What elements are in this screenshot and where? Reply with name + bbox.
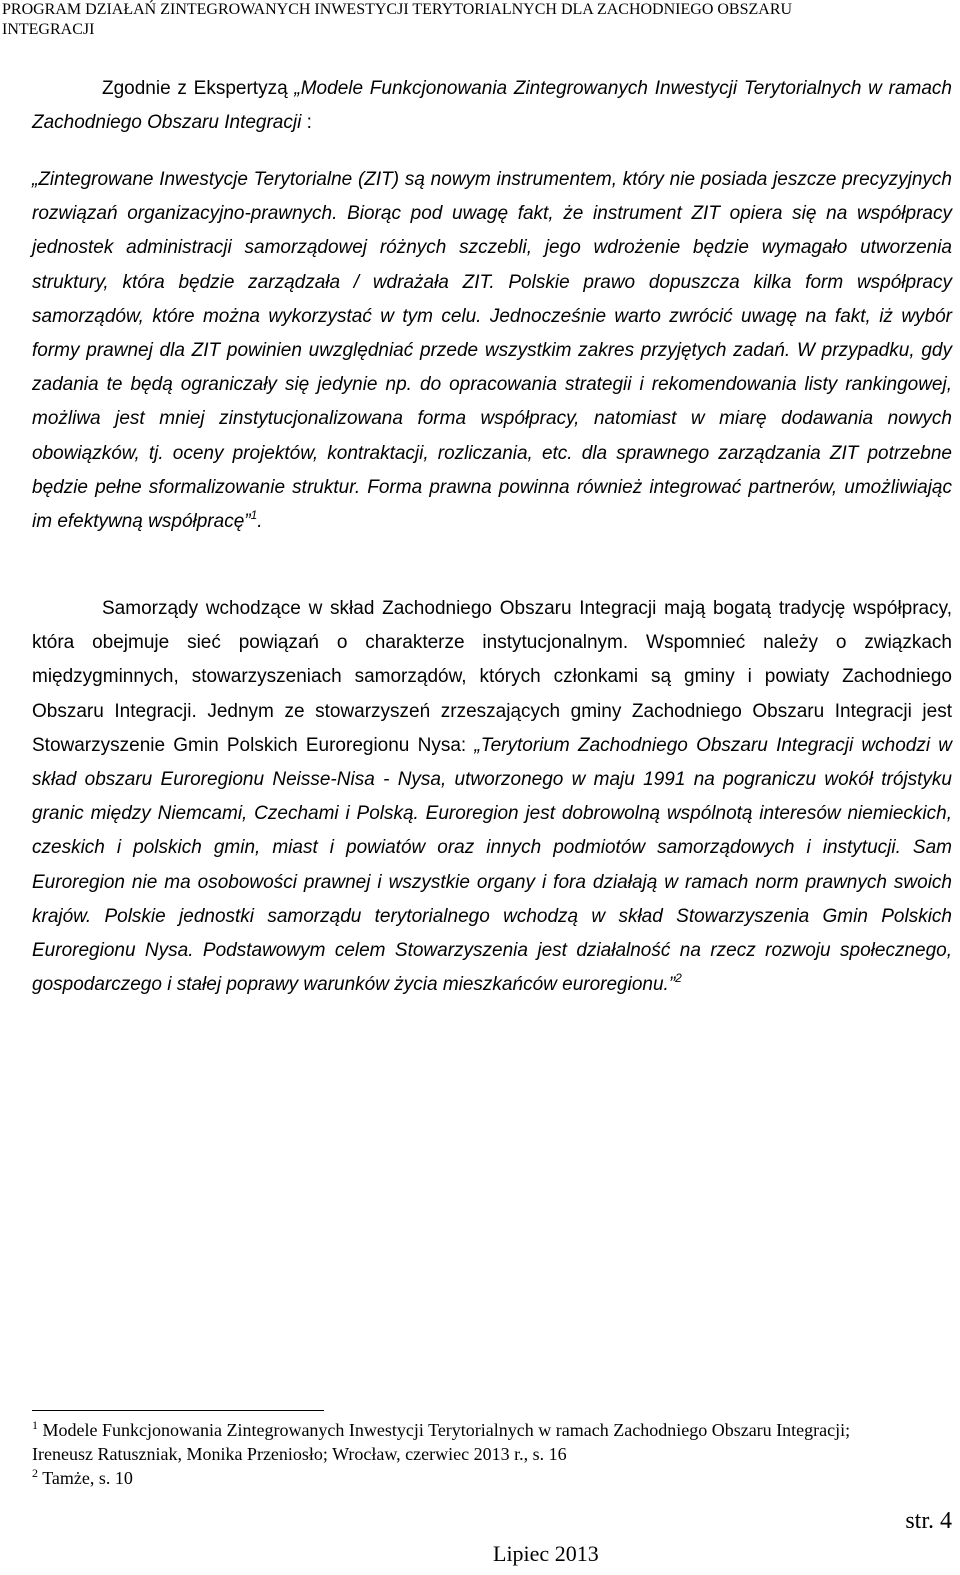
paragraph-quote-zit (32, 163, 952, 539)
footnote-2 (32, 1466, 912, 1490)
paragraph-samorzady (32, 592, 952, 1002)
footnote-1-number: 1 (32, 1418, 38, 1432)
running-header (0, 0, 960, 40)
footer-date: Lipiec 2013 (493, 1541, 599, 1566)
footnote-ref-2[interactable]: 2 (675, 971, 682, 986)
header-line-1: PROGRAM DZIAŁAŃ ZINTEGROWANYCH INWESTYCJI TERYTORIALNYCH DLA ZACHODNIEGO OBSZARU (2, 1, 793, 18)
footnote-separator (32, 1410, 324, 1411)
quote-zit-text: „Zintegrowane Inwestycje Terytorialne (ZIT) są nowym instrumentem, który nie posiada jeszcze precyzyjnych rozwiązań organizacyjno-prawnych. Biorąc pod uwagę fakt, że instrument ZIT opiera się na współpracy jednostek administracji samorządowej różnych szczebli, jego wdrożenie będzie wymagało utworzenia struktury, która będzie zarządzała / wdrażała ZIT. Polskie prawo dopuszcza kilka form współpracy samorządów, które można wykorzystać w tym celu. Jednocześnie warto zwrócić uwagę na fakt, iż wybór formy prawnej dla ZIT powinien uwzględniać przede wszystkim zakres przyjętych zadań. W przypadku, gdy zadania te będą ograniczały się jedynie np. do opracowania strategii i rekomendowania listy rankingowej, możliwa jest mniej zinstytucjonalizowana forma współpracy, natomiast w miarę dodawania nowych obowiązków, tj. oceny projektów, kontraktacji, rozliczania, etc. dla sprawnego zarządzania ZIT potrzebne będzie pełne sformalizowanie struktur. Forma prawna powinna również integrować partnerów, umożliwiając im efektywną współpracę” (32, 169, 952, 533)
footnote-2-text: Tamże, s. 10 (42, 1468, 133, 1488)
header-line-2: INTEGRACJI (2, 21, 95, 38)
samorzady-text: Samorządy wchodzące w skład Zachodniego Obszaru Integracji mają bogatą tradycję współpracy, która obejmuje sieć powiązań o charakterze instytucjonalnym. Wspomnieć należy o związkach międzygminnych, stowarzyszeniach samorządów, których członkami są gminy i powiaty Zachodniego Obszaru Integracji. Jednym ze stowarzyszeń zrzeszających gminy Zachodniego Obszaru Integracji jest Stowarzyszenie Gmin Polskich Euroregionu Nysa: (32, 598, 952, 756)
footnote-1 (32, 1418, 912, 1466)
page-number: str. 4 (905, 1508, 952, 1534)
intro-lead: Zgodnie z Ekspertyzą (102, 78, 295, 99)
footnote-1-text: Modele Funkcjonowania Zintegrowanych Inwestycji Terytorialnych w ramach Zachodniego Obszaru Integracji; Ireneusz Ratuszniak, Monika Przeniosło; Wrocław, czerwiec 2013 r., s. 16 (32, 1420, 851, 1464)
quote-euroregion: „Terytorium Zachodniego Obszaru Integracji wchodzi w skład obszaru Euroregionu Neisse-Nisa - Nysa, utworzonego w maju 1991 na pograniczu wokół trójstyku granic między Niemcami, Czechami i Polską. Euroregion jest dobrowolną wspólnotą interesów niemieckich, czeskich i polskich gmin, miast i powiatów oraz innych podmiotów samorządowych i instytucji. Sam Euroregion nie ma osobowości prawnej i wszystkie organy i fora działają w ramach norm prawnych swoich krajów. Polskie jednostki samorządu terytorialnego wchodzą w skład Stowarzyszenia Gmin Polskich Euroregionu Nysa. Podstawowym celem Stowarzyszenia jest działalność na rzecz rozwoju społecznego, gospodarczego i stałej poprawy warunków życia mieszkańców euroregionu.” (32, 734, 952, 996)
footnotes (32, 1418, 912, 1490)
footnote-2-number: 2 (32, 1466, 38, 1480)
intro-tail: : (301, 112, 312, 134)
footnote-ref-1[interactable]: 1 (250, 508, 258, 523)
quote-zit-end: . (257, 511, 263, 533)
expertise-title: „Modele Funkcjonowania Zintegrowanych Inwestycji Terytorialnych w ramach Zachodniego Obszaru Integracji (32, 78, 952, 134)
paragraph-intro (32, 72, 952, 140)
